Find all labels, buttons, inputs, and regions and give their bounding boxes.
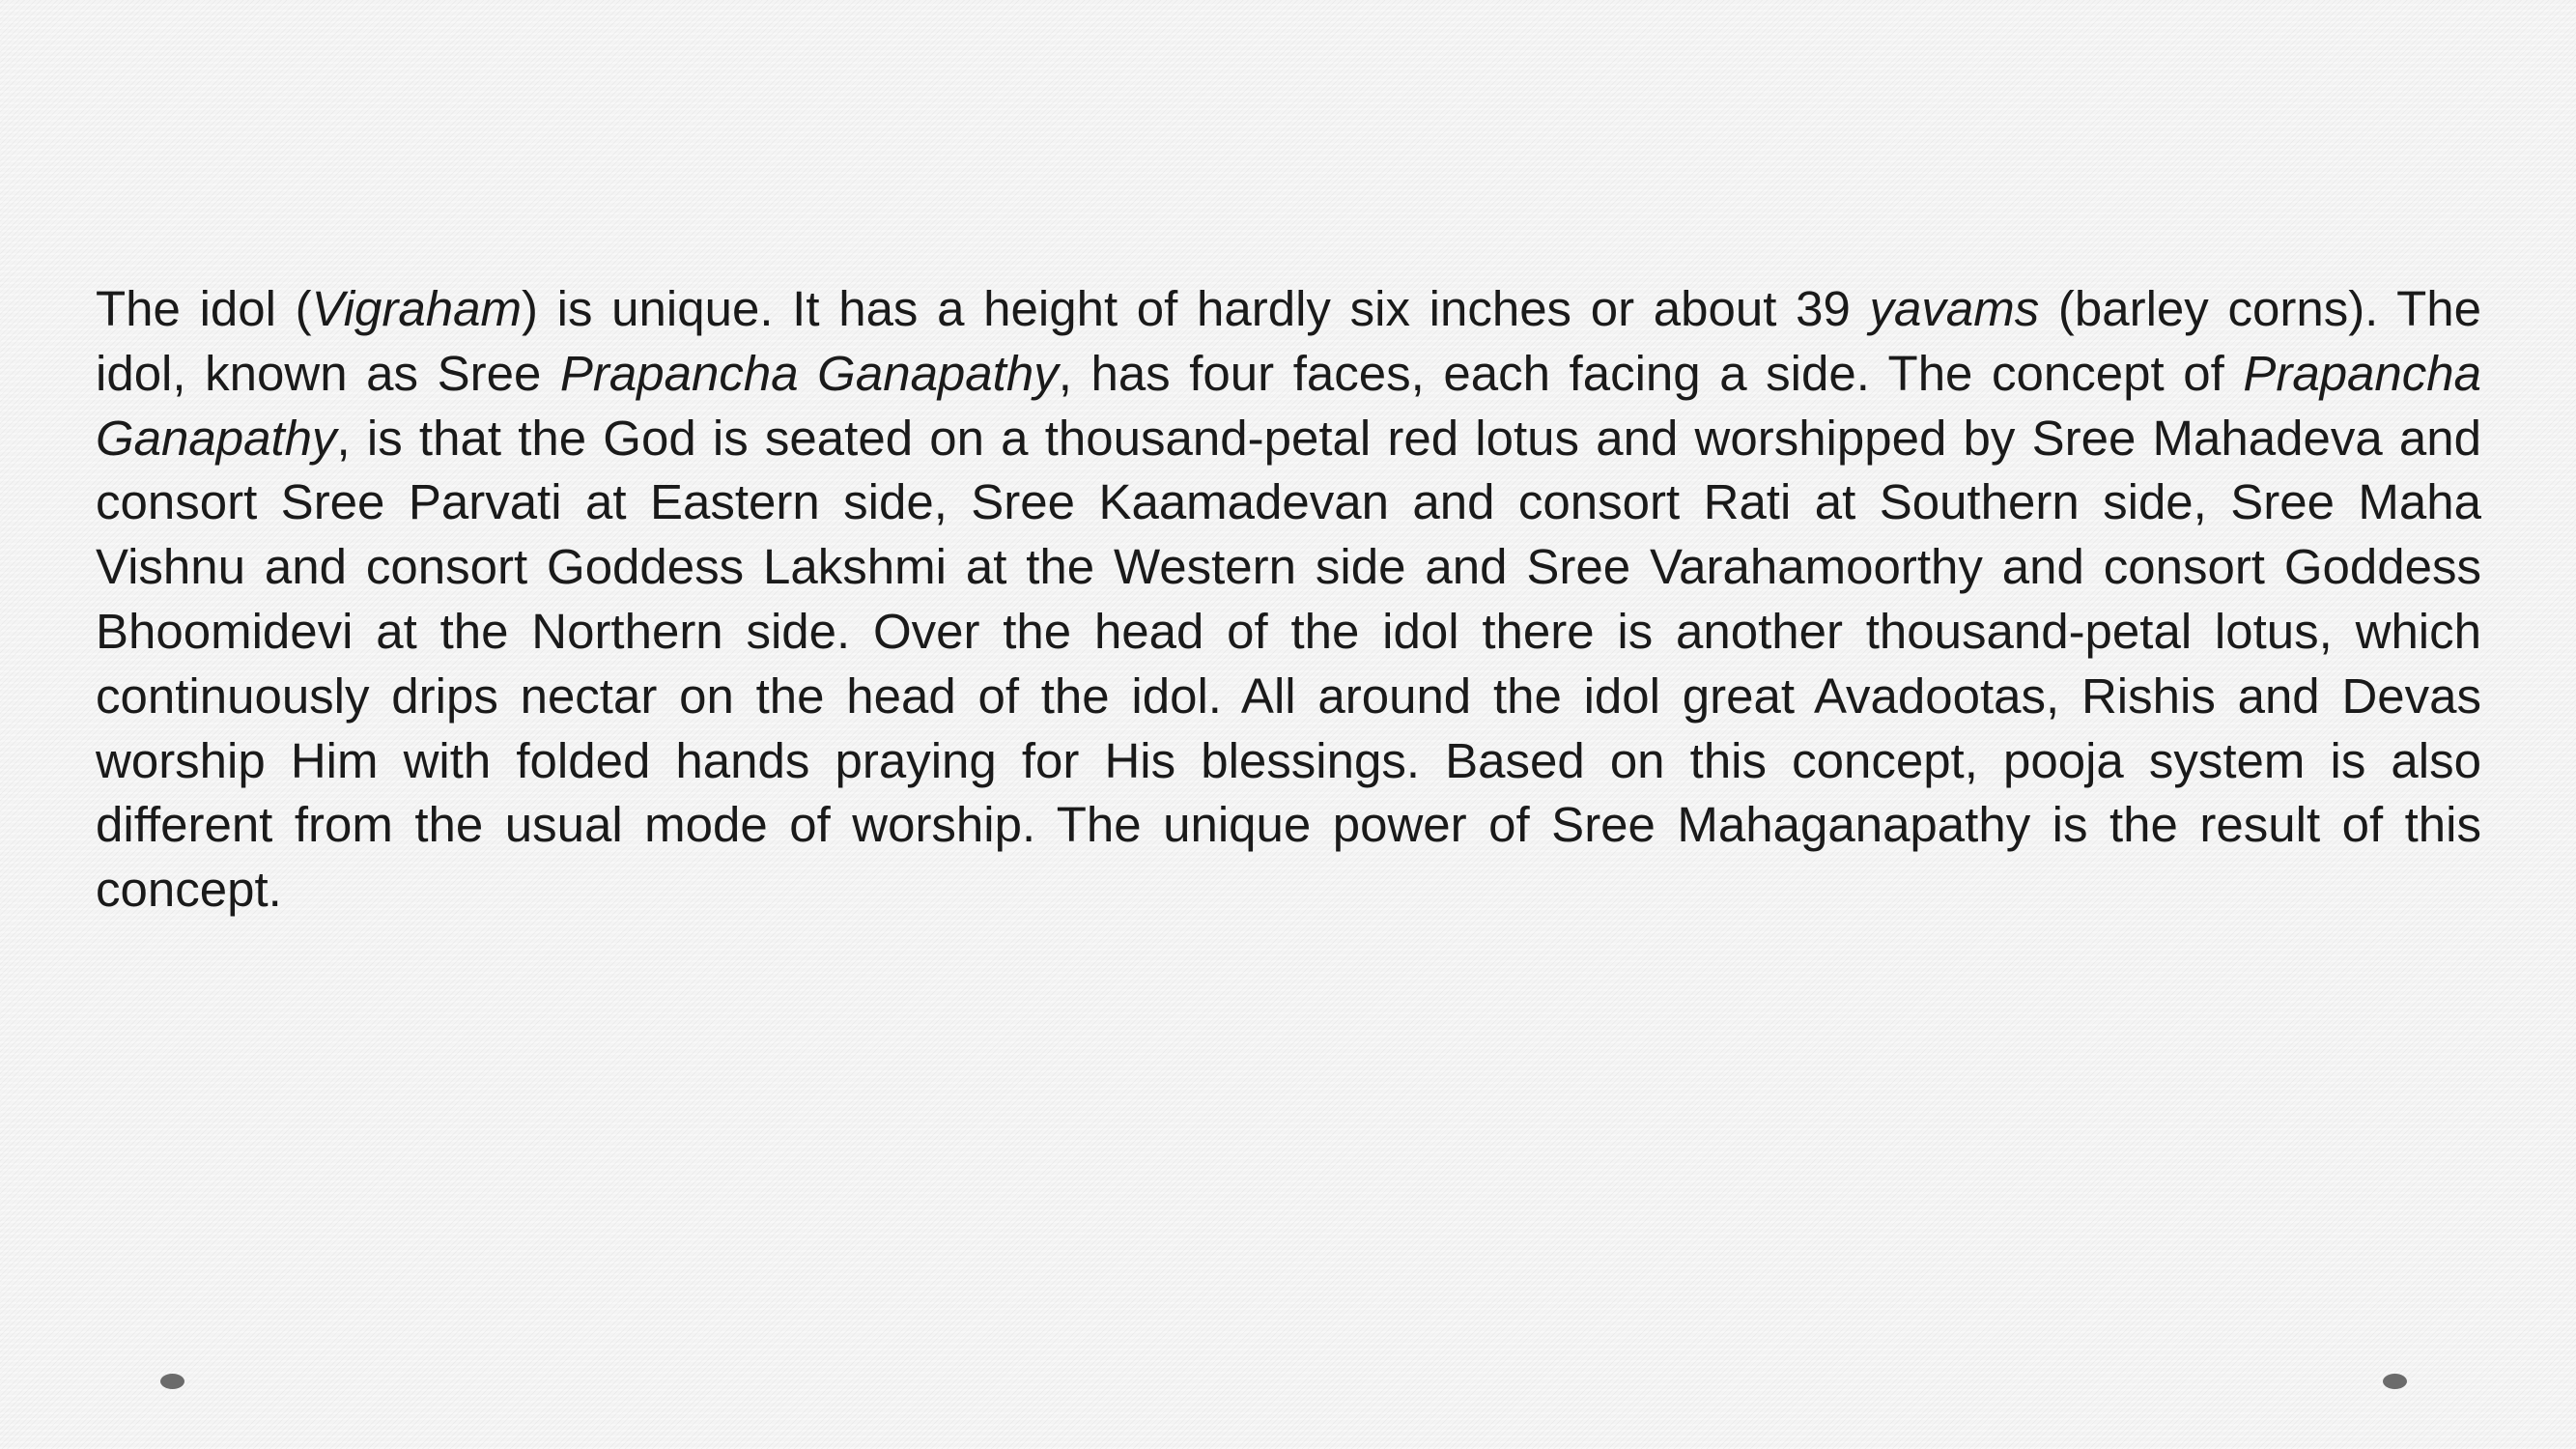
- text-segment: , has four faces, each facing a side. The concept of: [1058, 345, 2244, 401]
- italic-term-vigraham: Vigraham: [311, 281, 522, 336]
- text-segment: (barley corns). The idol, known as Sree: [96, 281, 2481, 401]
- text-segment: The idol (: [96, 281, 312, 336]
- oval-bullet-icon: [160, 1374, 184, 1389]
- italic-term-yavams: yavams: [1869, 281, 2040, 336]
- italic-term-prapancha-ganapathy: Prapancha Ganapathy: [559, 345, 1059, 401]
- italic-term-prapancha-ganapathy: Prapancha Ganapathy: [96, 345, 2482, 466]
- body-paragraph: [96, 277, 2481, 923]
- text-segment: , is that the God is seated on a thousand-petal red lotus and worshipped by Sree Mahadeva and consort Sree Parvati at Eastern side, Sree Kaamadevan and consort Rati at Southern side, Sree Maha Vishnu and consort Goddess Lakshmi at the Western side and Sree Varahamoorthy and consort Goddess Bhoomidevi at the Northern side. Over the head of the idol there is another thousand-petal lotus, which continuously drips nectar on the head of the idol. All around the idol great Avadootas, Rishis and Devas worship Him with folded hands praying for His blessings. Based on this concept, pooja system is also different from the usual mode of worship. The unique power of Sree Mahaganapathy is the result of this concept.: [96, 410, 2481, 918]
- text-segment: ) is unique. It has a height of hardly six inches or about 39: [521, 281, 1870, 336]
- oval-bullet-icon: [2383, 1374, 2407, 1389]
